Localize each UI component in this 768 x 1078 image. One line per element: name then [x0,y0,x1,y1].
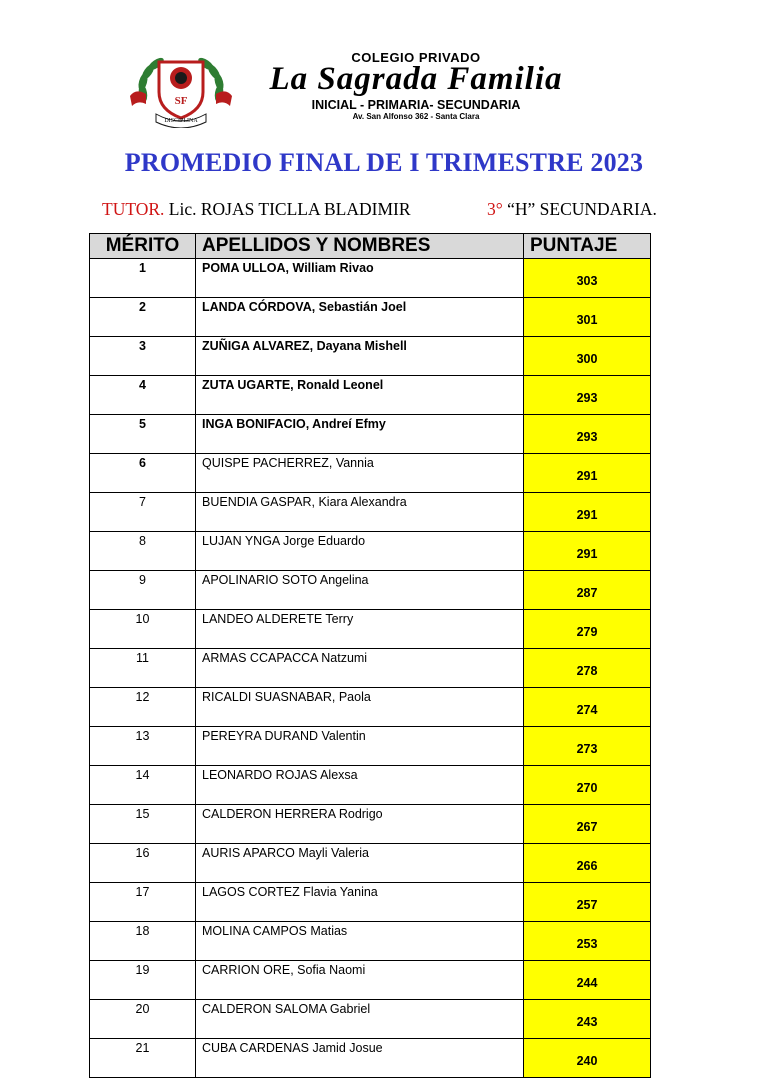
table-row [90,415,651,454]
results-table [89,233,651,1078]
table-row [90,337,651,376]
student-name-cell: LANDEO ALDERETE Terry [196,610,524,649]
merit-cell: 16 [90,844,196,883]
student-name-cell: MOLINA CAMPOS Matias [196,922,524,961]
table-row [90,883,651,922]
student-name-cell: RICALDI SUASNABAR, Paola [196,688,524,727]
merit-cell: 20 [90,1000,196,1039]
student-name-cell: APOLINARIO SOTO Angelina [196,571,524,610]
table-row [90,454,651,493]
score-cell: 293 [524,376,651,415]
student-name-cell: AURIS APARCO Mayli Valeria [196,844,524,883]
table-row [90,1000,651,1039]
score-cell: 253 [524,922,651,961]
tutor-line [102,199,411,220]
score-cell: 278 [524,649,651,688]
score-cell: 291 [524,454,651,493]
table-row [90,922,651,961]
emblem-initials: SF [174,95,188,107]
merit-cell: 8 [90,532,196,571]
school-header [236,50,596,124]
score-cell: 270 [524,766,651,805]
student-name-cell: QUISPE PACHERREZ, Vannia [196,454,524,493]
school-type: COLEGIO PRIVADO [351,50,481,65]
merit-cell: 18 [90,922,196,961]
column-header-score: PUNTAJE [524,234,651,259]
score-cell: 273 [524,727,651,766]
merit-cell: 9 [90,571,196,610]
score-cell: 287 [524,571,651,610]
merit-cell: 10 [90,610,196,649]
student-name-cell: LANDA CÓRDOVA, Sebastián Joel [196,298,524,337]
student-name-cell: CUBA CARDENAS Jamid Josue [196,1039,524,1078]
school-levels: INICIAL - PRIMARIA- SECUNDARIA [311,98,521,112]
student-name-cell: CALDERON HERRERA Rodrigo [196,805,524,844]
table-row [90,688,651,727]
merit-cell: 12 [90,688,196,727]
student-name-cell: LAGOS CORTEZ Flavia Yanina [196,883,524,922]
merit-cell: 13 [90,727,196,766]
table-row [90,298,651,337]
score-cell: 266 [524,844,651,883]
merit-cell: 2 [90,298,196,337]
emblem-motto: DISCIPLINA [164,118,198,124]
student-name-cell: LEONARDO ROJAS Alexsa [196,766,524,805]
grade-section: “H” SECUNDARIA. [507,199,657,219]
merit-cell: 4 [90,376,196,415]
table-row [90,1039,651,1078]
merit-cell: 1 [90,259,196,298]
table-row [90,844,651,883]
table-row [90,805,651,844]
score-cell: 279 [524,610,651,649]
score-cell: 293 [524,415,651,454]
school-emblem-logo [126,48,236,128]
score-cell: 244 [524,961,651,1000]
student-name-cell: LUJAN YNGA Jorge Eduardo [196,532,524,571]
merit-cell: 11 [90,649,196,688]
merit-cell: 6 [90,454,196,493]
column-header-names: APELLIDOS Y NOMBRES [196,234,524,259]
score-cell: 267 [524,805,651,844]
table-row [90,766,651,805]
table-row [90,532,651,571]
tutor-name: Lic. ROJAS TICLLA BLADIMIR [168,199,411,219]
score-cell: 291 [524,493,651,532]
student-name-cell: CALDERON SALOMA Gabriel [196,1000,524,1039]
merit-cell: 15 [90,805,196,844]
score-cell: 274 [524,688,651,727]
student-name-cell: CARRION ORE, Sofia Naomi [196,961,524,1000]
merit-cell: 3 [90,337,196,376]
grade-line [487,199,657,220]
merit-cell: 21 [90,1039,196,1078]
table-row [90,376,651,415]
grade-number: 3° [487,199,503,219]
table-row [90,259,651,298]
student-name-cell: BUENDIA GASPAR, Kiara Alexandra [196,493,524,532]
table-row [90,610,651,649]
score-cell: 243 [524,1000,651,1039]
merit-cell: 5 [90,415,196,454]
table-row [90,649,651,688]
tutor-label: TUTOR. [102,199,165,219]
school-name: La Sagrada Familia [269,61,563,97]
score-cell: 300 [524,337,651,376]
column-header-merit: MÉRITO [90,234,196,259]
score-cell: 301 [524,298,651,337]
student-name-cell: ZUÑIGA ALVAREZ, Dayana Mishell [196,337,524,376]
merit-cell: 14 [90,766,196,805]
table-header-row [90,234,651,259]
score-cell: 240 [524,1039,651,1078]
page-title: PROMEDIO FINAL DE I TRIMESTRE 2023 [124,148,644,177]
school-address: Av. San Alfonso 362 - Santa Clara [352,112,480,121]
score-cell: 291 [524,532,651,571]
merit-cell: 19 [90,961,196,1000]
student-name-cell: ZUTA UGARTE, Ronald Leonel [196,376,524,415]
merit-cell: 7 [90,493,196,532]
score-cell: 303 [524,259,651,298]
table-row [90,493,651,532]
student-name-cell: POMA ULLOA, William Rivao [196,259,524,298]
student-name-cell: PEREYRA DURAND Valentin [196,727,524,766]
table-row [90,727,651,766]
student-name-cell: ARMAS CCAPACCA Natzumi [196,649,524,688]
merit-cell: 17 [90,883,196,922]
score-cell: 257 [524,883,651,922]
table-row [90,961,651,1000]
student-name-cell: INGA BONIFACIO, Andreí Efmy [196,415,524,454]
table-row [90,571,651,610]
